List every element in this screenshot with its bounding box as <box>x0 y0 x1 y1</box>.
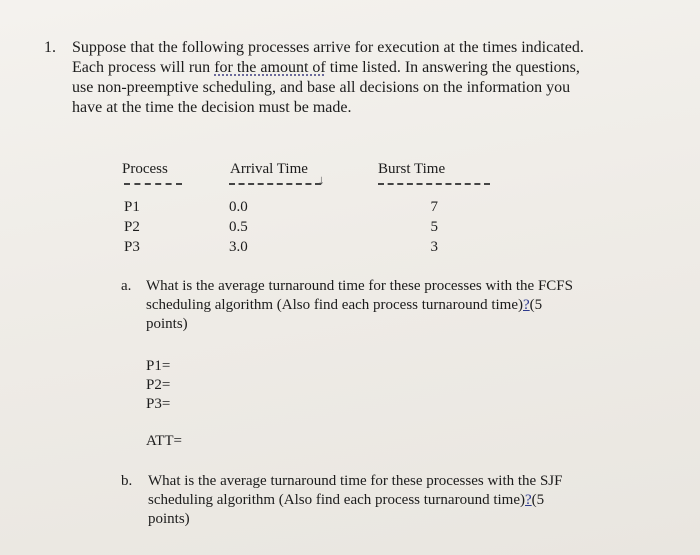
answer-att: ATT= <box>146 433 182 449</box>
question-mark-link: ? <box>525 492 532 508</box>
answer-p3: P3= <box>146 396 171 412</box>
table-cell-arrival: 3.0 <box>229 239 248 255</box>
part-a-letter: a. <box>121 278 132 294</box>
process-dashed-rule <box>124 183 182 185</box>
intro-line-1: Suppose that the following processes arrive for execution at the times indicated. <box>72 39 584 56</box>
pen-mark-icon: ↓ <box>318 172 325 187</box>
burst-dashed-rule <box>378 183 490 185</box>
part-b-letter: b. <box>121 473 133 489</box>
answer-p1: P1= <box>146 358 171 374</box>
table-cell-process: P3 <box>124 239 140 255</box>
part-a-question: What is the average turnaround time for these processes with the FCFS scheduling algorithm (Also find each process turnaround time)?(5 points) <box>146 278 573 332</box>
intro-line-4: have at the time the decision must be made. <box>72 99 352 116</box>
arrival-dashed-rule <box>229 183 321 185</box>
table-cell-burst: 3 <box>430 239 438 255</box>
header-burst-time: Burst Time <box>378 161 446 177</box>
header-process: Process <box>122 161 168 177</box>
part-b-question: What is the average turnaround time for these processes with the SJF scheduling algorithm (Also find each process turnaround time)?(5 points) <box>148 473 563 527</box>
question-number: 1. <box>44 39 56 56</box>
dotted-underlined-phrase: for the amount of <box>214 59 326 76</box>
table-cell-burst: 5 <box>430 219 438 235</box>
header-arrival-time: Arrival Time <box>230 161 308 177</box>
intro-line-3: use non-preemptive scheduling, and base all decisions on the information you <box>72 79 571 96</box>
answer-p2: P2= <box>146 377 171 393</box>
question-intro <box>72 38 672 118</box>
table-cell-burst: 7 <box>430 199 438 215</box>
question-mark-link: ? <box>523 297 530 313</box>
table-cell-arrival: 0.0 <box>229 199 248 215</box>
intro-line-2: Each process will run for the amount of time listed. In answering the questions, <box>72 59 580 76</box>
table-cell-process: P1 <box>124 199 140 215</box>
table-cell-arrival: 0.5 <box>229 219 248 235</box>
table-cell-process: P2 <box>124 219 140 235</box>
